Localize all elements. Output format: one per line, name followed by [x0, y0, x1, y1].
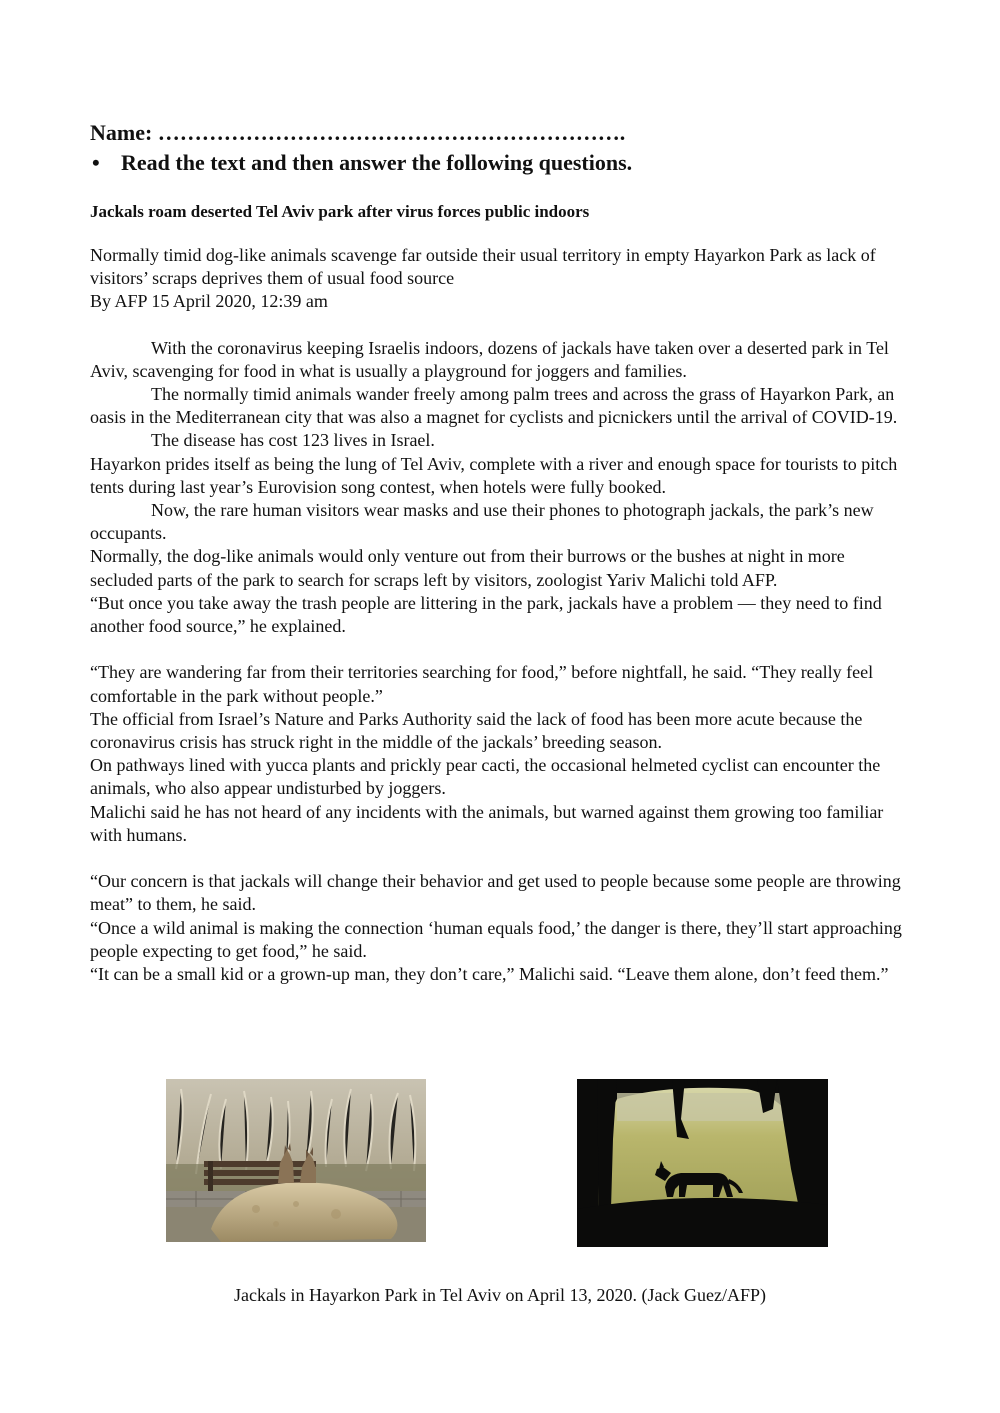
- jackal-silhouette-photo: [577, 1079, 828, 1247]
- paragraph: With the coronavirus keeping Israelis indoors, dozens of jackals have taken over a deserted park in Tel Aviv, scavenging for food in what is usually a playground for joggers and families.: [90, 337, 889, 381]
- paragraph: The disease has cost 123 lives in Israel.: [151, 430, 435, 451]
- photo-caption: Jackals in Hayarkon Park in Tel Aviv on April 13, 2020. (Jack Guez/AFP): [234, 1285, 766, 1305]
- name-line: Name: ……………………………………………………….: [90, 120, 626, 145]
- paragraph: “Our concern is that jackals will change their behavior and get used to people because some people are throwing meat” to them, he said.: [90, 871, 901, 915]
- bullet-icon: •: [92, 150, 100, 175]
- jackals-on-rock-photo: [166, 1079, 426, 1242]
- article-subhead: Normally timid dog-like animals scavenge far outside their usual territory in empty Hayarkon Park as lack of visitors’ scraps deprives them of usual food source: [90, 245, 876, 289]
- paragraph: Hayarkon prides itself as being the lung of Tel Aviv, complete with a river and enough space for tourists to pitch tents during last year’s Eurovision song contest, when hotels were fully booked.: [90, 453, 898, 497]
- instruction-text: Read the text and then answer the following questions.: [121, 150, 633, 175]
- article-body: [90, 337, 910, 987]
- paragraph: Now, the rare human visitors wear masks and use their phones to photograph jackals, the park’s new occupants.: [90, 500, 874, 544]
- article-byline: By AFP 15 April 2020, 12:39 am: [90, 291, 328, 312]
- paragraph: Malichi said he has not heard of any incidents with the animals, but warned against them growing too familiar with humans.: [90, 801, 884, 845]
- paragraph: “They are wandering far from their territories searching for food,” before nightfall, he said. “They really feel comfortable in the park without people.”: [90, 662, 874, 706]
- paragraph: The normally timid animals wander freely among palm trees and across the grass of Hayarkon Park, an oasis in the Mediterranean city that was also a magnet for cyclists and picnickers until the arrival of COVID-19.: [90, 384, 898, 428]
- paragraph: “But once you take away the trash people are littering in the park, jackals have a problem — they need to find another food source,” he explained.: [90, 592, 882, 637]
- paragraph: The official from Israel’s Nature and Parks Authority said the lack of food has been more acute because the coronavirus crisis has struck right in the middle of the jackals’ breeding season.: [90, 708, 863, 753]
- paragraph: Normally, the dog-like animals would only venture out from their burrows or the bushes at night in more secluded parts of the park to search for scraps left by visitors, zoologist Yariv Malichi told AFP.: [90, 546, 845, 590]
- worksheet-page: [90, 118, 910, 986]
- paragraph: “It can be a small kid or a grown-up man, they don’t care,” Malichi said. “Leave them alone, don’t feed them.”: [90, 964, 889, 985]
- paragraph: “Once a wild animal is making the connection ‘human equals food,’ the danger is there, they’ll start approaching people expecting to get food,” he said.: [90, 917, 902, 961]
- paragraph: On pathways lined with yucca plants and prickly pear cacti, the occasional helmeted cyclist can encounter the animals, who also appear undisturbed by joggers.: [90, 755, 881, 799]
- article-headline: Jackals roam deserted Tel Aviv park after virus forces public indoors: [90, 202, 590, 221]
- instruction: [90, 148, 910, 178]
